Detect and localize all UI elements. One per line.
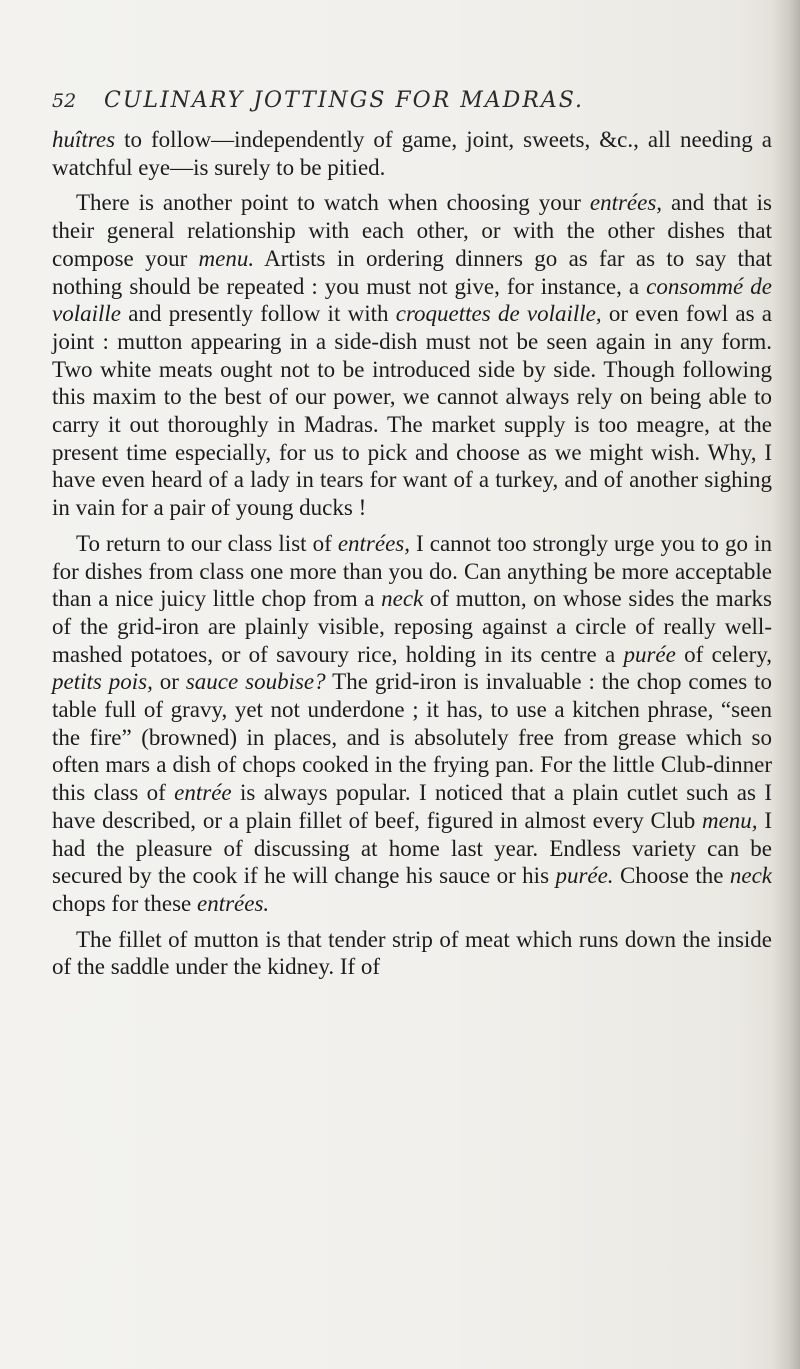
- paragraph-text: The grid-iron is invaluable : the chop comes to table full of gravy, yet not underdone ; it has, to use a kitchen phrase, “seen the fire” (browned) in places, and is absolutely free from grease which so often mars a dish of chops cooked in the frying pan. For the little Club-dinner this class of: [52, 669, 772, 806]
- body-text: [52, 126, 772, 989]
- italic-text: consommé de volaille: [52, 273, 772, 327]
- page-number: 52: [52, 90, 77, 112]
- paragraph-text: or even fowl as a joint : mutton appearing in a side-dish must not be seen again in any form. Two white meats ought not to be introduced side by side. Though following this maxim to the best of our power, we cannot always rely on being able to carry it out thoroughly in Madras. The market supply is too meagre, at the present time especially, for us to pick and choose as we might wish. Why, I have even heard of a lady in tears for want of a turkey, and of another sighing in vain for a pair of young ducks !: [52, 301, 772, 521]
- italic-text: entrées,: [337, 530, 410, 556]
- italic-text: huîtres: [52, 127, 116, 152]
- paragraph-text: and that is their general relationship with each other, or with the other dishes that compose your: [52, 190, 773, 271]
- paragraph-text: to follow—independently of game, joint, sweets, &c., all needing a watchful eye—is surely to be pitied.: [52, 127, 772, 180]
- paragraph-text: I had the pleasure of discussing at home last year. Endless variety can be secured by the cook if he will change his sauce or his: [52, 807, 772, 889]
- running-head: [52, 84, 772, 114]
- paragraph-text: Choose the: [613, 863, 730, 889]
- running-title: CULINARY JOTTINGS FOR MADRAS.: [104, 88, 585, 113]
- paragraph: [52, 530, 772, 918]
- paragraph-text: of celery,: [675, 641, 773, 667]
- italic-text: menu.: [198, 245, 255, 271]
- paragraph-text: chops for these: [52, 890, 197, 916]
- paragraph: [52, 126, 772, 181]
- italic-text: entrées.: [197, 890, 270, 916]
- paragraph-text: and presently follow it with: [120, 301, 396, 327]
- paragraph-text: or: [152, 669, 186, 695]
- italic-text: menu,: [701, 807, 758, 833]
- italic-text: purée: [623, 641, 676, 667]
- italic-text: petits pois,: [52, 669, 153, 695]
- italic-text: neck: [729, 863, 773, 889]
- paragraph-text: I cannot too strongly urge you to go in for dishes from class one more than you do. Can anything be more acceptable than a nice juicy little chop from a: [52, 530, 772, 612]
- italic-text: entrée: [174, 780, 232, 806]
- paragraph-text: Artists in ordering dinners go as far as to say that nothing should be repeated : you must not give, for instance, a: [52, 245, 772, 299]
- paragraph-text: is always popular. I noticed that a plain cutlet such as I have described, or a plain fillet of beef, figured in almost every Club: [52, 780, 772, 833]
- italic-text: croquettes de volaille,: [395, 301, 602, 327]
- italic-text: sauce soubise?: [185, 669, 326, 695]
- page-edge-shadow: [772, 0, 800, 1369]
- paragraph-text: The fillet of mutton is that tender strip of meat which runs down the inside of the saddle under the kidney. If of: [52, 926, 772, 980]
- italic-text: neck: [381, 586, 424, 612]
- italic-text: purée.: [555, 863, 614, 889]
- paragraph: [52, 926, 772, 981]
- paragraph-text: of mutton, on whose sides the marks of the grid-iron are plainly visible, reposing against a circle of really well-mashed potatoes, or of savoury rice, holding in its centre a: [52, 586, 773, 667]
- paragraph: [52, 189, 772, 521]
- italic-text: entrées,: [589, 190, 663, 216]
- paragraph-text: To return to our class list of: [76, 530, 338, 556]
- paragraph-text: There is another point to watch when choosing your: [76, 190, 590, 216]
